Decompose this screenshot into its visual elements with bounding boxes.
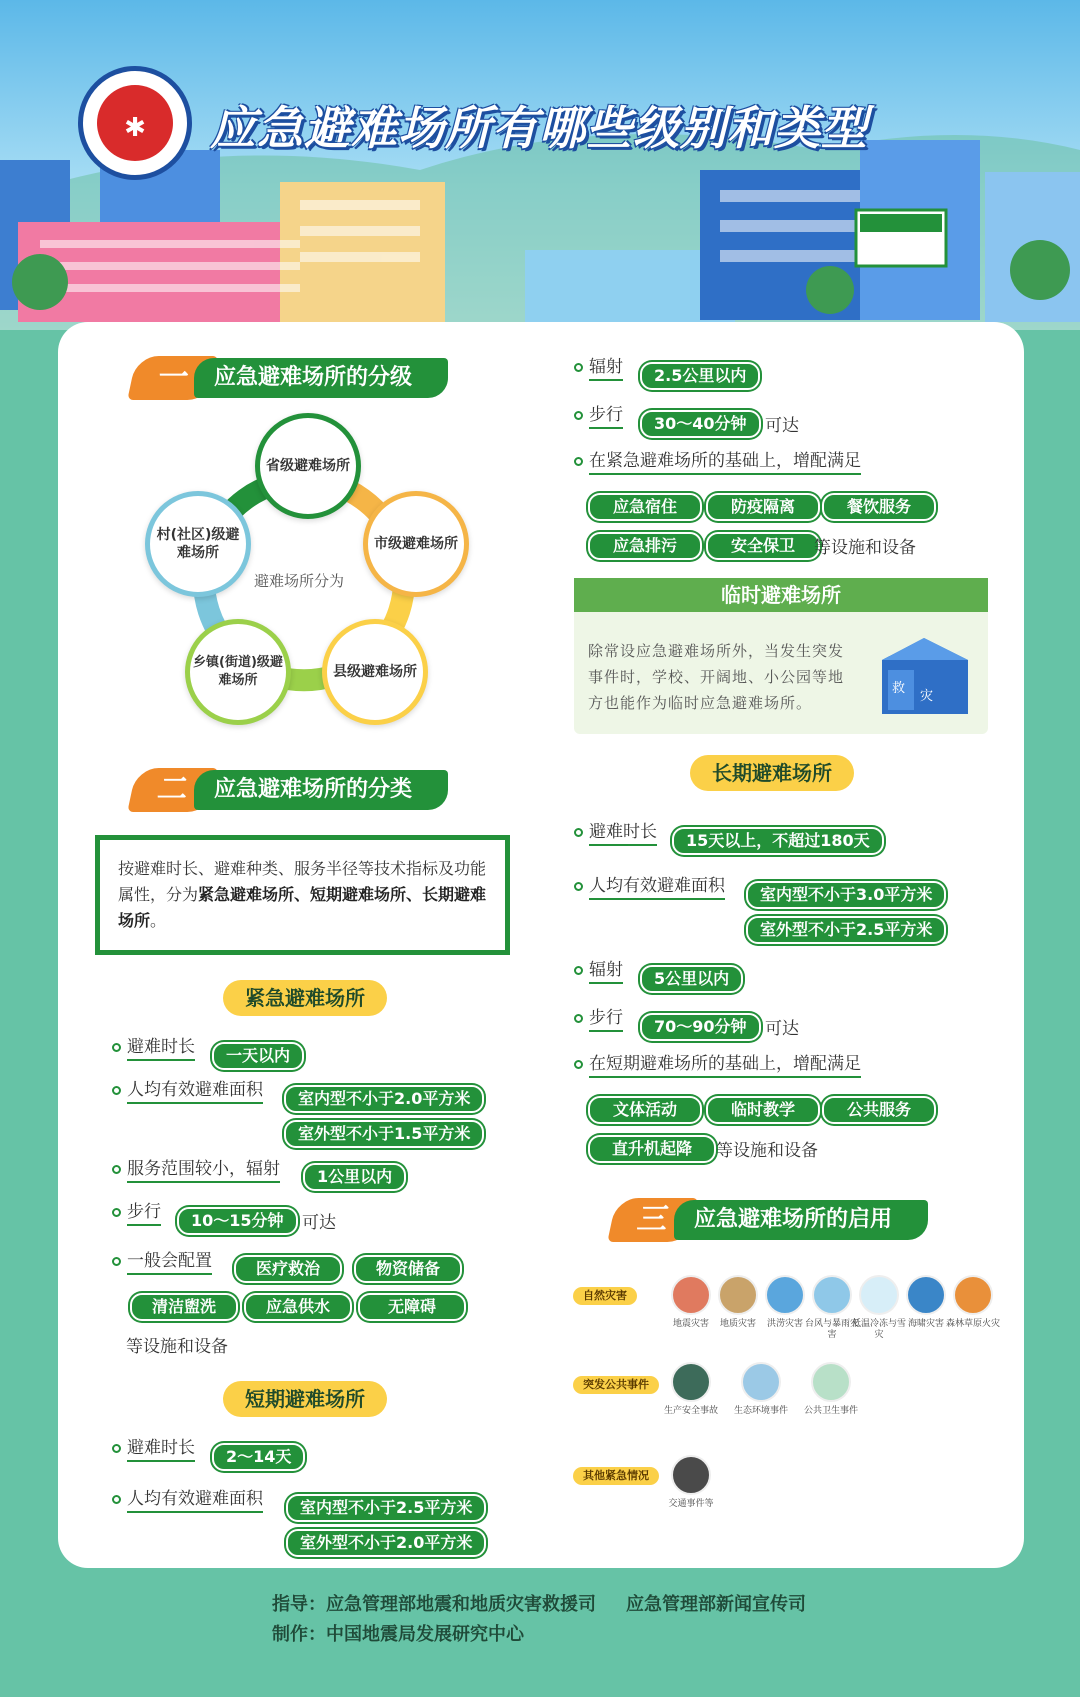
- emergency-area-indoor: 室内型不小于2.0平方米: [284, 1085, 484, 1113]
- facility-water: 应急供水: [244, 1293, 352, 1321]
- long-term-shelter-title: 长期避难场所: [690, 755, 854, 791]
- footer-guide-label: 指导：: [272, 1594, 326, 1615]
- footer-made-label: 制作：: [272, 1624, 326, 1645]
- virus-icon: [811, 1362, 851, 1402]
- page-title: 应急避难场所有哪些级别和类型: [210, 101, 868, 155]
- svg-text:灾: 灾: [920, 689, 934, 704]
- intro-bold-text: 紧急避难场所、短期避难场所、长期避难场所: [118, 885, 487, 930]
- facility-medical: 医疗救治: [234, 1255, 342, 1283]
- long-extra-label: 在短期避难场所的基础上，增配满足: [574, 1049, 861, 1074]
- short-walk-label: 步行: [574, 400, 623, 425]
- short-facilities-suffix: 等设施和设备: [814, 538, 916, 558]
- typhoon-icon: [812, 1275, 852, 1315]
- section-3-title: 应急避难场所的启用: [674, 1200, 928, 1240]
- forest-fire-disaster-item: 森林草原火灾: [945, 1275, 1001, 1330]
- footer-made-by: 中国地震局发展研究中心: [326, 1624, 524, 1645]
- section-1-number: 一: [127, 356, 218, 400]
- short-area-outdoor: 室外型不小于2.0平方米: [286, 1529, 486, 1557]
- facility-helipad: 直升机起降: [588, 1135, 716, 1163]
- public-health-item: 公共卫生事件: [803, 1362, 859, 1417]
- facility-lodging: 应急宿住: [588, 493, 702, 521]
- emergency-radius-label: 服务范围较小，辐射: [112, 1154, 280, 1179]
- emergency-management-logo: [78, 66, 192, 180]
- emergency-shelter-title: 紧急避难场所: [223, 980, 387, 1016]
- emergency-walk-suffix: 可达: [302, 1213, 336, 1233]
- level-city: 市级避难场所: [363, 491, 469, 597]
- typhoon-disaster-item: 台风与暴雨灾害: [804, 1275, 860, 1341]
- facility-catering: 餐饮服务: [822, 493, 936, 521]
- long-walk-pill: 70～90分钟: [640, 1013, 761, 1041]
- facility-security: 安全保卫: [706, 532, 820, 560]
- tsunami-disaster-item: 海啸灾害: [898, 1275, 954, 1330]
- facility-culture-sports: 文体活动: [588, 1096, 702, 1124]
- long-radius-pill: 5公里以内: [640, 965, 743, 993]
- facility-teaching: 临时教学: [706, 1096, 820, 1124]
- emergency-walk-label: 步行: [112, 1197, 161, 1222]
- short-walk-suffix: 可达: [765, 416, 799, 436]
- geological-disaster-item: 地质灾害: [710, 1275, 766, 1330]
- logo-emblem-icon: [97, 85, 173, 161]
- relief-tent-icon: [872, 630, 976, 722]
- short-radius-pill: 2.5公里以内: [640, 362, 760, 390]
- section-1-title: 应急避难场所的分级: [194, 358, 448, 398]
- long-area-label: 人均有效避难面积: [574, 871, 725, 896]
- category-public-emergencies: 突发公共事件: [573, 1376, 659, 1394]
- facility-supplies: 物资储备: [354, 1255, 462, 1283]
- logo-glyph: ✱: [124, 113, 146, 143]
- level-village: 村(社区)级避难场所: [145, 491, 251, 597]
- environment-event-item: 生态环境事件: [733, 1362, 789, 1417]
- section-3-number: 三: [607, 1198, 698, 1242]
- emergency-facilities-suffix: 等设施和设备: [126, 1337, 228, 1357]
- facility-public-service: 公共服务: [822, 1096, 936, 1124]
- facility-quarantine: 防疫隔离: [706, 493, 820, 521]
- facility-accessibility: 无障碍: [358, 1293, 466, 1321]
- earthquake-disaster-item: 地震灾害: [663, 1275, 719, 1330]
- long-radius-label: 辐射: [574, 955, 623, 980]
- fire-icon: [953, 1275, 993, 1315]
- temporary-shelter-text: 除常设应急避难场所外，当发生突发事件时，学校、开阔地、小公园等地方也能作为临时应急避难场所。: [588, 642, 845, 712]
- flood-disaster-item: 洪涝灾害: [757, 1275, 813, 1330]
- short-walk-pill: 30～40分钟: [640, 410, 761, 438]
- long-area-outdoor: 室外型不小于2.5平方米: [746, 916, 946, 944]
- footer-guide-1: 应急管理部地震和地质灾害救援司: [326, 1594, 596, 1615]
- production-safety-item: 生产安全事故: [663, 1362, 719, 1417]
- cold-snow-disaster-item: 低温冷冻与雪灾: [851, 1275, 907, 1341]
- long-walk-suffix: 可达: [765, 1019, 799, 1039]
- short-duration-pill: 2～14天: [212, 1443, 305, 1471]
- factory-icon: [741, 1362, 781, 1402]
- emergency-duration-label: 避难时长: [112, 1032, 195, 1057]
- level-township: 乡镇(街道)级避难场所: [185, 619, 291, 725]
- facility-sewage: 应急排污: [588, 532, 702, 560]
- snow-icon: [859, 1275, 899, 1315]
- long-duration-label: 避难时长: [574, 817, 657, 842]
- short-area-indoor: 室内型不小于2.5平方米: [286, 1494, 486, 1522]
- temporary-shelter-title: 临时避难场所: [574, 578, 988, 612]
- short-term-shelter-title: 短期避难场所: [223, 1381, 387, 1417]
- safety-helmet-icon: [671, 1362, 711, 1402]
- facility-washing: 清洁盥洗: [130, 1293, 238, 1321]
- levels-center-label: 避难场所分为: [254, 572, 345, 590]
- long-duration-pill: 15天以上，不超过180天: [672, 827, 884, 855]
- footer-guide-2: 应急管理部新闻宣传司: [626, 1594, 806, 1615]
- landslide-icon: [718, 1275, 758, 1315]
- footer-producer: [272, 1620, 554, 1646]
- emergency-walk-pill: 10～15分钟: [177, 1207, 298, 1235]
- emergency-config-label: 一般会配置: [112, 1246, 212, 1271]
- intro-text: 按避难时长、避难种类、服务半径等技术指标及功能属性，分为: [118, 859, 487, 904]
- short-radius-label: 辐射: [574, 352, 623, 377]
- traffic-event-item: 交通事件等: [663, 1455, 719, 1510]
- classification-intro: [95, 835, 510, 955]
- level-province: 省级避难场所: [255, 413, 361, 519]
- long-area-indoor: 室内型不小于3.0平方米: [746, 881, 946, 909]
- traffic-accident-icon: [671, 1455, 711, 1495]
- emergency-area-label: 人均有效避难面积: [112, 1075, 263, 1100]
- svg-text:救: 救: [892, 681, 906, 696]
- flood-icon: [765, 1275, 805, 1315]
- earthquake-icon: [671, 1275, 711, 1315]
- temporary-shelter-card: [574, 578, 988, 734]
- emergency-radius-pill: 1公里以内: [303, 1163, 406, 1191]
- emergency-area-outdoor: 室外型不小于1.5平方米: [284, 1120, 484, 1148]
- tsunami-icon: [906, 1275, 946, 1315]
- intro-end: 。: [150, 911, 167, 930]
- short-extra-label: 在紧急避难场所的基础上，增配满足: [574, 446, 861, 471]
- emergency-duration-pill: 一天以内: [212, 1042, 304, 1070]
- short-duration-label: 避难时长: [112, 1433, 195, 1458]
- category-other-emergencies: 其他紧急情况: [573, 1467, 659, 1485]
- long-facilities-suffix: 等设施和设备: [716, 1141, 818, 1161]
- footer-guidance: [272, 1590, 836, 1616]
- section-2-title: 应急避难场所的分类: [194, 770, 448, 810]
- category-natural-disasters: 自然灾害: [573, 1287, 637, 1305]
- long-walk-label: 步行: [574, 1003, 623, 1028]
- section-2-number: 二: [127, 768, 218, 812]
- level-county: 县级避难场所: [322, 619, 428, 725]
- short-area-label: 人均有效避难面积: [112, 1484, 263, 1509]
